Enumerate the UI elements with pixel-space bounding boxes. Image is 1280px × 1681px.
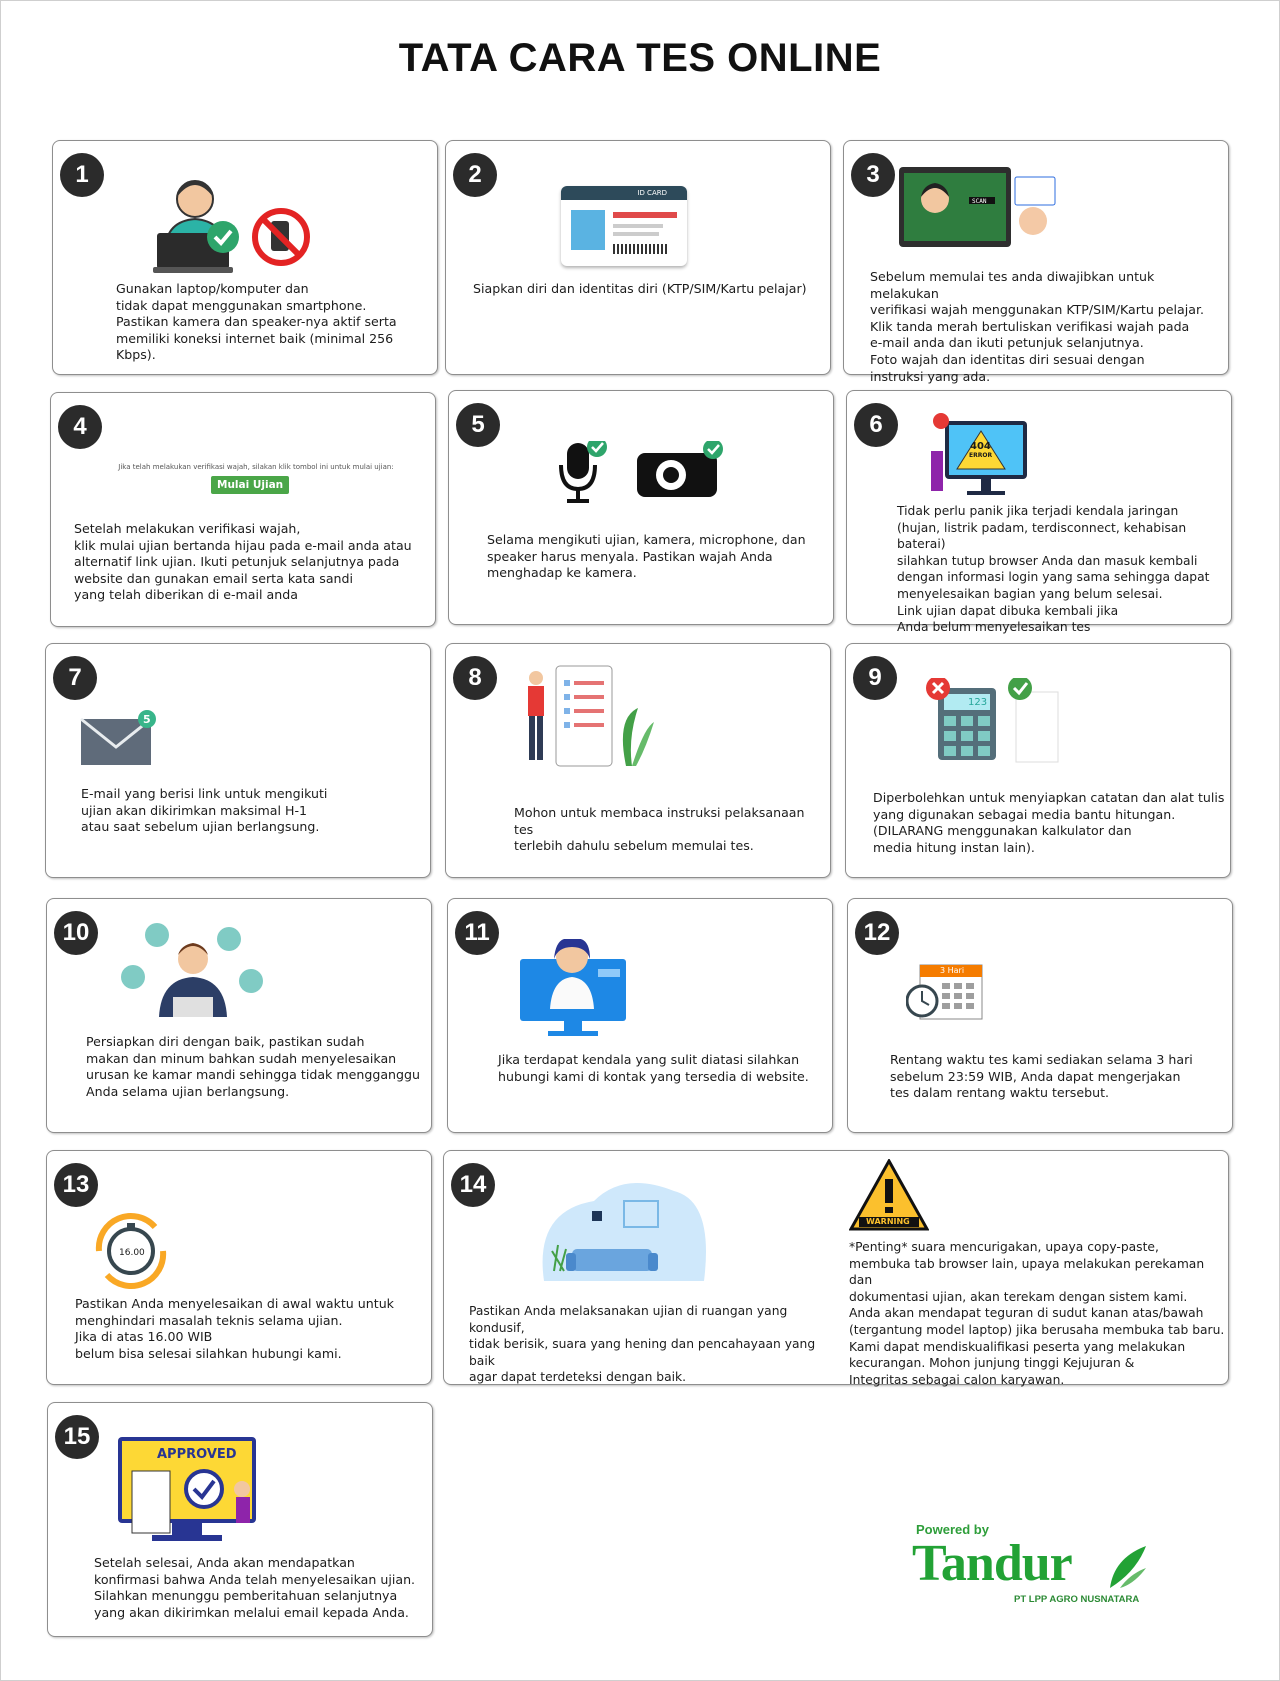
microphone-camera-icon	[559, 441, 729, 511]
step-card-9	[845, 643, 1231, 878]
step-card-5	[448, 390, 834, 625]
step-card-11	[447, 898, 833, 1133]
page-title: TATA CARA TES ONLINE	[398, 36, 882, 80]
step-card-15	[47, 1402, 433, 1637]
id-card-label: ID CARD	[561, 186, 687, 200]
step-card-14	[443, 1150, 1229, 1385]
customer-support-icon	[518, 939, 628, 1039]
brand-footer	[910, 1522, 1150, 1612]
step-number: 10	[54, 911, 98, 955]
step-text: Jika terdapat kendala yang sulit diatasi silahkan hubungi kami di kontak yang tersedia di website.	[498, 1052, 809, 1084]
step-card-2	[445, 140, 831, 375]
step-number: 5	[456, 403, 500, 447]
step-text-warning: *Penting* suara mencurigakan, upaya copy-paste, membuka tab browser lain, upaya melakukan perekaman dan dokumentasi ujian, akan terekam dengan sistem kami. Anda akan mendapat teguran di sudut kanan atas/bawah (tergantung model laptop) jika berusaha membuka tab baru. Kami dapat mendiskualifikasi peserta yang melakukan kecurangan. Mohon junjung tinggi Kejujuran & Integritas sebagai calon karyawan.	[849, 1240, 1225, 1387]
tandur-logo: Tandur	[912, 1535, 1072, 1592]
step-card-1	[52, 140, 438, 375]
step-number: 6	[854, 403, 898, 447]
step-text: Rentang waktu tes kami sediakan selama 3 hari sebelum 23:59 WIB, Anda dapat mengerjakan tes dalam rentang waktu tersebut.	[890, 1052, 1193, 1101]
mulai-ujian-button[interactable]: Mulai Ujian	[211, 476, 289, 494]
step-card-10	[46, 898, 432, 1133]
step-text: Setelah melakukan verifikasi wajah, klik mulai ujian bertanda hijau pada e-mail anda atau alternatif link ujian. Ikuti petunjuk selanjutnya pada website dan gunakan email serta kata sandi yang telah diberikan di e-mail anda	[74, 521, 412, 603]
step-number: 11	[455, 911, 499, 955]
step-text: Tidak perlu panik jika terjadi kendala jaringan (hujan, listrik padam, terdisconnect, kehabisan baterai) silahkan tutup browser Anda dan masuk kembali dengan informasi login yang sama sehingga dapat menyelesaikan bagian yang belum selesai. Link ujian dapat dibuka kembali jika Anda belum menyelesaikan tes	[897, 504, 1210, 635]
quiet-room-icon	[534, 1171, 714, 1281]
step-card-4	[50, 392, 436, 627]
healthy-worker-icon	[117, 919, 277, 1019]
step-card-6	[846, 390, 1232, 635]
step-number: 1	[60, 153, 104, 197]
step-number: 9	[853, 656, 897, 700]
step-number: 7	[53, 656, 97, 700]
step-card-8	[445, 643, 831, 878]
clock-label: 16.00	[119, 1248, 145, 1258]
id-card-icon	[561, 186, 687, 266]
step-number: 12	[855, 911, 899, 955]
error-code: 404	[970, 441, 991, 452]
scan-label: SCAN	[972, 198, 987, 205]
step-text: Pastikan Anda melaksanakan ujian di ruangan yang kondusif, tidak berisik, suara yang hening dan pencahayaan yang baik agar dapat terdeteksi dengan baik.	[469, 1304, 816, 1385]
step-number: 3	[851, 153, 895, 197]
step-text: Mohon untuk membaca instruksi pelaksanaan tes terlebih dahulu sebelum memulai tes.	[514, 805, 805, 854]
instructions-board-icon	[516, 658, 656, 778]
step-number: 13	[54, 1163, 98, 1207]
step-text: Setelah selesai, Anda akan mendapatkan konfirmasi bahwa Anda telah menyelesaikan ujian. Silahkan menunggu pemberitahuan selanjutnya yang akan dikirimkan melalui email kepada Anda.	[94, 1555, 416, 1620]
step-text: Sebelum memulai tes anda diwajibkan untuk melakukan verifikasi wajah menggunakan KTP/SIM/Kartu pelajar. Klik tanda merah bertuliskan verifikasi wajah pada e-mail anda dan ikuti petunjuk selanjutnya. Foto wajah dan identitas diri sesuai dengan instruksi yang ada.	[870, 269, 1205, 384]
calculator-display: 123	[968, 697, 988, 708]
step-text: E-mail yang berisi link untuk mengikuti ujian akan dikirimkan maksimal H-1 atau saat sebelum ujian berlangsung.	[81, 786, 328, 835]
step-card-13	[46, 1150, 432, 1385]
step-number: 8	[453, 656, 497, 700]
laptop-user-icon	[153, 169, 353, 279]
step-text: Gunakan laptop/komputer dan tidak dapat menggunakan smartphone. Pastikan kamera dan speaker-nya aktif serta memiliki koneksi internet baik (minimal 256 Kbps).	[116, 281, 397, 363]
email-note: Jika telah melakukan verifikasi wajah, silakan klik tombol ini untuk mulai ujian:	[118, 463, 394, 471]
email-badge: 5	[143, 713, 151, 726]
warning-label: WARNING	[866, 1217, 910, 1226]
step-text: Selama mengikuti ujian, kamera, microphone, dan speaker harus menyala. Pastikan wajah Anda menghadap ke kamera.	[487, 532, 806, 581]
leaf-icon	[1106, 1544, 1150, 1590]
face-scan-icon	[899, 167, 1059, 257]
step-card-3	[843, 140, 1229, 384]
step-number: 15	[55, 1415, 99, 1459]
step-number: 14	[451, 1163, 495, 1207]
step-text: Pastikan Anda menyelesaikan di awal waktu untuk menghindari masalah teknis selama ujian. Jika di atas 16.00 WIB belum bisa selesai silahkan hubungi kami.	[75, 1296, 394, 1361]
step-text: Siapkan diri dan identitas diri (KTP/SIM/Kartu pelajar)	[473, 281, 807, 296]
step-number: 4	[58, 405, 102, 449]
step-card-12	[847, 898, 1233, 1133]
step-text: Diperbolehkan untuk menyiapkan catatan dan alat tulis yang digunakan sebagai media bantu hitungan. (DILARANG menggunakan kalkulator dan media hitung instan lain).	[873, 790, 1225, 855]
step-text: Persiapkan diri dengan baik, pastikan sudah makan dan minum bahkan sudah menyelesaikan urusan ke kamar mandi sehingga tidak mengganggu Anda selama ujian berlangsung.	[86, 1034, 420, 1099]
step-number: 2	[453, 153, 497, 197]
company-name: PT LPP AGRO NUSNATARA	[1014, 1594, 1140, 1605]
calendar-label: 3 Hari	[940, 966, 965, 975]
calculator-notes-icon	[924, 678, 1074, 768]
error-label: ERROR	[969, 452, 993, 459]
approved-label: APPROVED	[157, 1447, 237, 1462]
step-card-7	[45, 643, 431, 878]
powered-by-label: Powered by	[916, 1522, 989, 1537]
